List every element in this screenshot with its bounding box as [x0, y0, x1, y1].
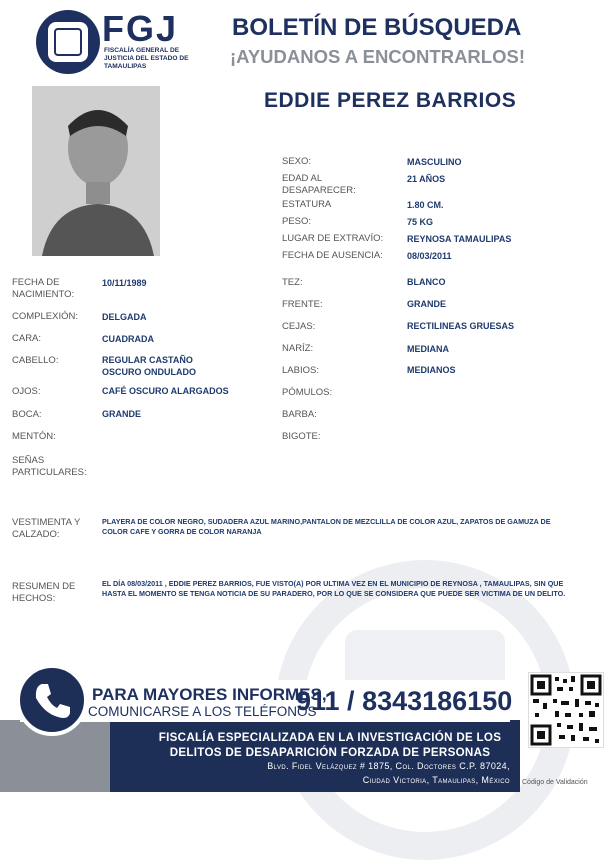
field-label-peso: PESO: — [282, 216, 312, 227]
field-value-cabello: REGULAR CASTAÑO OSCURO ONDULADO — [102, 355, 196, 377]
field-value-edad: 21 AÑOS — [407, 174, 446, 184]
field-label-cejas: CEJAS: — [282, 321, 316, 332]
qr-label: Código de Validación — [522, 779, 588, 786]
field-label-cabello: CABELLO: — [12, 355, 59, 366]
field-label-ojos: OJOS: — [12, 386, 41, 397]
address-line-1: Blvd. Fidel Velázquez # 1875, Col. Doctores C.P. 87024, — [267, 761, 510, 771]
person-silhouette-icon — [32, 86, 160, 256]
agency-line-1: FISCALÍA ESPECIALIZADA EN LA INVESTIGACIÓN DE LOS — [158, 731, 502, 744]
field-value-vestimenta: PLAYERA DE COLOR NEGRO, SUDADERA AZUL MARINO,PANTALON DE MEZCLILLA DE COLOR AZUL, ZAPATOS DE GAMUZA DE COLOR CAFE Y GORRA DE COLOR NARANJA — [102, 517, 551, 536]
field-label-labios: LABIOS: — [282, 365, 319, 376]
field-label-tez: TEZ: — [282, 277, 303, 288]
person-name: EDDIE PEREZ BARRIOS — [264, 89, 517, 112]
field-value-sexo: MASCULINO — [407, 157, 462, 167]
field-label-menton: MENTÓN: — [12, 431, 56, 442]
field-label-edad: EDAD AL DESAPARECER: — [282, 173, 356, 196]
field-label-nacimiento: FECHA DE NACIMIENTO: — [12, 277, 75, 300]
address-line-2: Ciudad Victoria, Tamaulipas, México — [362, 775, 510, 785]
field-label-complexion: COMPLEXIÓN: — [12, 311, 78, 322]
field-label-lugar: LUGAR DE EXTRAVÍO: — [282, 233, 384, 244]
logo-text: FGJ — [102, 8, 179, 49]
field-value-nacimiento: 10/11/1989 — [102, 278, 147, 288]
field-label-vestimenta: VESTIMENTA Y CALZADO: — [12, 517, 81, 540]
field-value-peso: 75 KG — [407, 217, 434, 227]
phone-number[interactable]: 911 / 8343186150 — [296, 686, 513, 716]
field-value-frente: GRANDE — [407, 299, 447, 309]
field-value-labios: MEDIANOS — [407, 365, 456, 375]
field-label-cara: CARA: — [12, 333, 42, 344]
logo-subtext: FISCALÍA GENERAL DE JUSTICIA DEL ESTADO DE TAMAULIPAS — [104, 47, 189, 70]
field-value-complexion: DELGADA — [102, 312, 147, 322]
field-label-fecha-ausencia: FECHA DE AUSENCIA: — [282, 250, 383, 261]
field-label-barba: BARBA: — [282, 409, 317, 420]
phone-icon-circle — [16, 664, 88, 736]
info-line-2: COMUNICARSE A LOS TELÉFONOS — [88, 704, 317, 719]
phone-icon — [20, 668, 84, 732]
field-value-estatura: 1.80 CM. — [407, 200, 444, 210]
field-value-lugar: REYNOSA TAMAULIPAS — [407, 234, 512, 244]
field-value-boca: GRANDE — [102, 409, 142, 419]
field-value-resumen: EL DÍA 08/03/2011 , EDDIE PEREZ BARRIOS, FUE VISTO(A) POR ULTIMA VEZ EN EL MUNICIPIO DE REYNOSA , TAMAULIPAS, SIN QUE HASTA EL MOMENTO SE TENGA NOTICIA DE SU PARADERO, POR LO QUE SE CONSIDERA QUE PUEDE SER VICTIMA DE UN DELITO. — [102, 579, 566, 598]
fgj-logo-crest — [54, 28, 82, 56]
field-label-senas: SEÑAS PARTICULARES: — [12, 455, 87, 478]
field-label-estatura: ESTATURA — [282, 199, 332, 210]
field-value-fecha-ausencia: 08/03/2011 — [407, 251, 452, 261]
person-photo — [32, 86, 160, 256]
agency-line-2: DELITOS DE DESAPARICIÓN FORZADA DE PERSONAS — [169, 746, 491, 759]
field-label-pomulos: PÓMULOS: — [282, 387, 333, 398]
page-subtitle: ¡AYUDANOS A ENCONTRARLOS! — [230, 46, 525, 67]
field-label-bigote: BIGOTE: — [282, 431, 321, 442]
qr-code-icon[interactable] — [528, 672, 604, 748]
page-title: BOLETÍN DE BÚSQUEDA — [232, 14, 522, 41]
field-label-nariz: NARÍZ: — [282, 343, 314, 354]
field-value-cejas: RECTILINEAS GRUESAS — [407, 321, 515, 331]
info-line-1: PARA MAYORES INFORMES, — [92, 685, 327, 704]
field-value-ojos: CAFÉ OSCURO ALARGADOS — [102, 386, 229, 396]
field-label-resumen: RESUMEN DE HECHOS: — [12, 581, 76, 604]
field-value-tez: BLANCO — [407, 277, 446, 287]
field-label-frente: FRENTE: — [282, 299, 323, 310]
field-label-sexo: SEXO: — [282, 156, 312, 167]
field-value-cara: CUADRADA — [102, 334, 154, 344]
field-label-boca: BOCA: — [12, 409, 42, 420]
field-value-nariz: MEDIANA — [407, 344, 449, 354]
